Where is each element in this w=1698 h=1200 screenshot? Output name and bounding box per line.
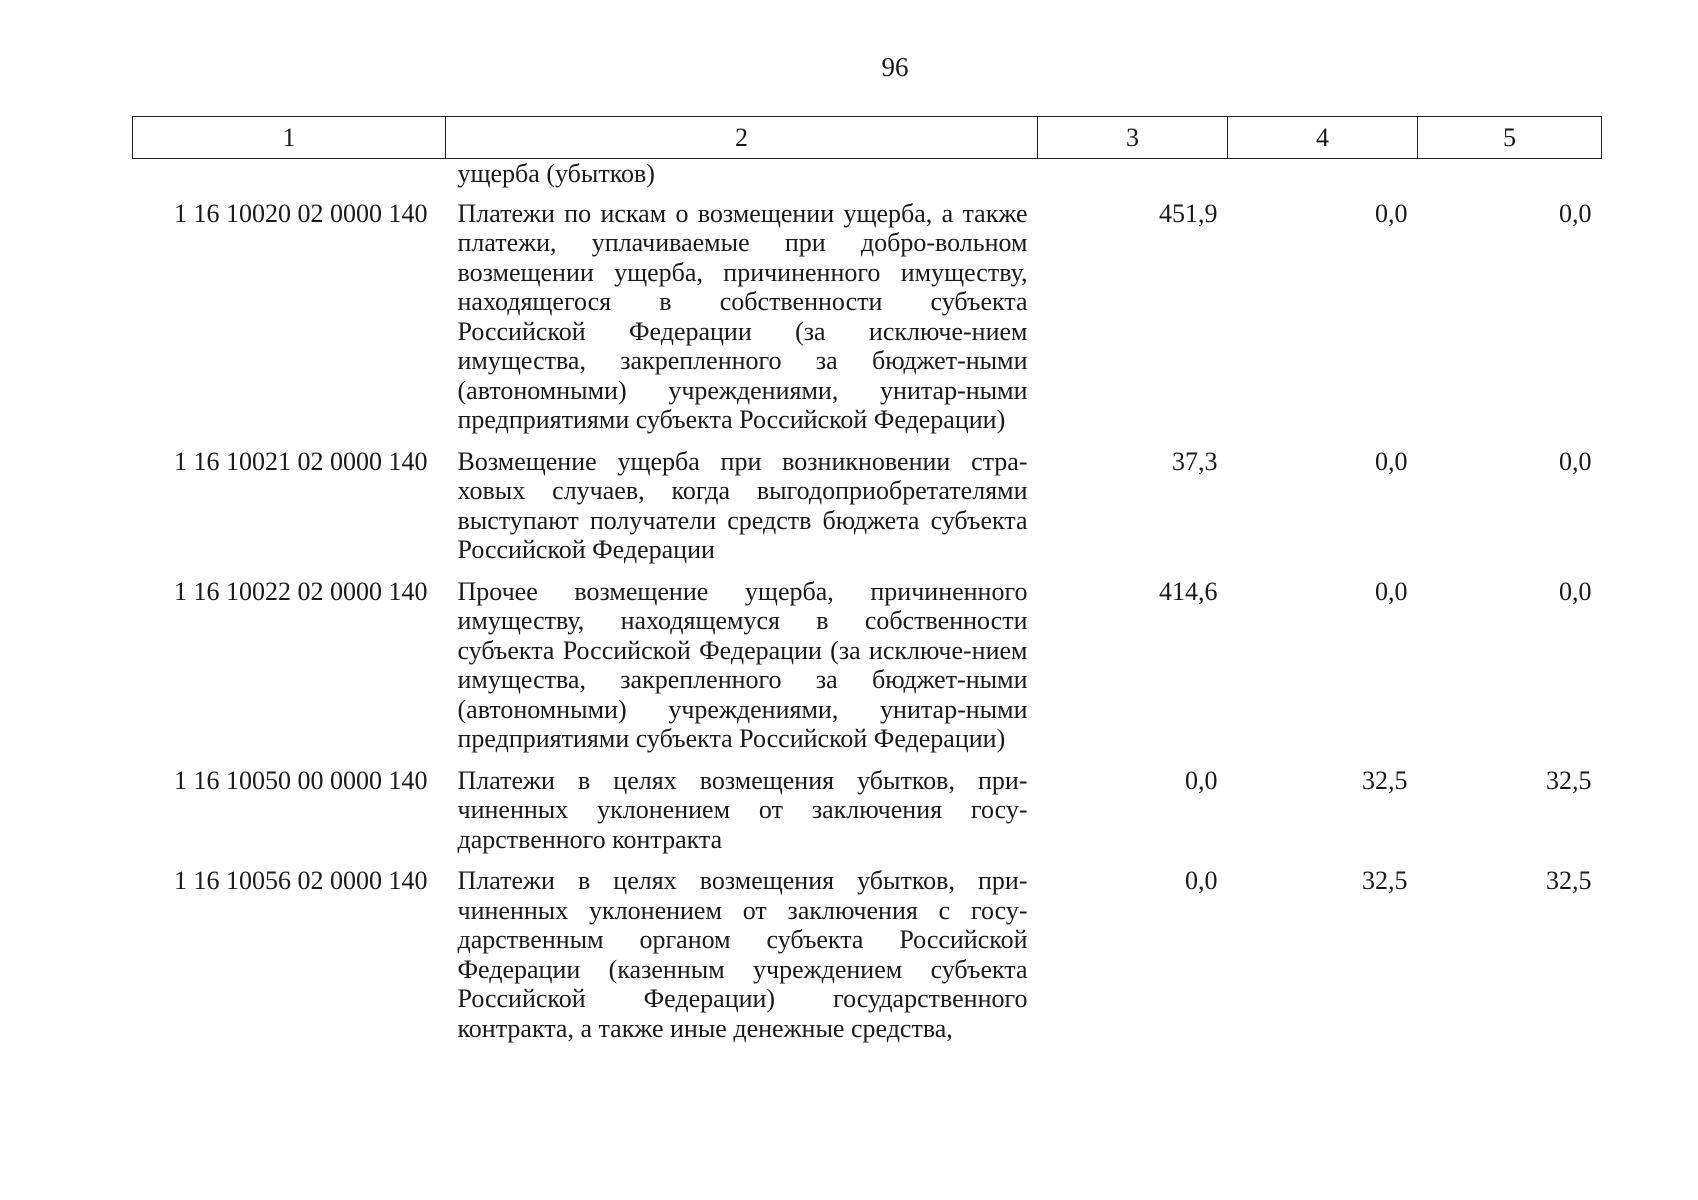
row-code: 1 16 10022 02 0000 140 (174, 576, 428, 606)
row-value-col5: 0,0 (1559, 446, 1592, 476)
row-description: Возмещение ущерба при возникновении стра-ховых случаев, когда выгодоприобретателями выступают получатели средств бюджета субъекта Российской Федерации (457, 446, 1028, 564)
row-code (133, 159, 446, 199)
row-code: 1 16 10021 02 0000 140 (174, 446, 428, 476)
row-description: Платежи по искам о возмещении ущерба, а также платежи, уплачиваемые при добро-вольном возмещении ущерба, причиненного имуществу, находящегося в собственности субъекта Российской Федерации (за исключе-нием имущества, закрепленного за бюджет-ными (автономными) учреждениями, унитар-ными предприятиями субъекта Российской Федерации) (457, 198, 1028, 434)
row-value-col5 (1418, 159, 1602, 199)
row-code: 1 16 10056 02 0000 140 (174, 866, 428, 895)
table-row (133, 866, 1602, 1055)
table-row (133, 577, 1602, 766)
row-code: 1 16 10050 00 0000 140 (174, 765, 428, 795)
budget-table (132, 116, 1602, 1055)
row-value-col4: 32,5 (1362, 866, 1408, 895)
row-value-col3: 0,0 (1185, 765, 1218, 795)
row-description: Прочее возмещение ущерба, причиненного имуществу, находящемуся в собственности субъекта Российской Федерации (за исключе-нием имущества, закрепленного за бюджет-ными (автономными) учреждениями, унитар-ными предприятиями субъекта Российской Федерации) (457, 576, 1028, 753)
row-value-col3: 0,0 (1185, 866, 1218, 895)
page-number: 96 (881, 52, 909, 82)
table-row (133, 159, 1602, 199)
row-value-col3: 451,9 (1159, 198, 1218, 228)
header-col-2: 2 (446, 117, 1038, 159)
row-value-col5: 32,5 (1546, 765, 1592, 795)
header-col-5: 5 (1418, 117, 1602, 159)
row-code: 1 16 10020 02 0000 140 (174, 198, 428, 228)
header-col-4: 4 (1228, 117, 1418, 159)
row-value-col5: 32,5 (1546, 866, 1592, 895)
table-row (133, 447, 1602, 577)
row-description: ущерба (убытков) (457, 159, 655, 188)
row-value-col5: 0,0 (1559, 576, 1592, 606)
row-value-col3: 414,6 (1159, 576, 1218, 606)
row-value-col3 (1038, 159, 1228, 199)
row-description: Платежи в целях возмещения убытков, при-чиненных уклонением от заключения госу-дарственного контракта (457, 765, 1028, 854)
row-value-col4: 0,0 (1375, 446, 1408, 476)
row-value-col5: 0,0 (1559, 198, 1592, 228)
table-header-row (133, 117, 1602, 159)
row-description: Платежи в целях возмещения убытков, при-чиненных уклонением от заключения с госу-дарственным органом субъекта Российской Федерации (казенным учреждением субъекта Российской Федерации) государственного контракта, а также иные денежные средства, (457, 866, 1028, 1043)
table-row (133, 199, 1602, 447)
header-col-3: 3 (1038, 117, 1228, 159)
header-col-1: 1 (133, 117, 446, 159)
row-value-col3: 37,3 (1172, 446, 1218, 476)
row-value-col4: 0,0 (1375, 576, 1408, 606)
row-value-col4: 0,0 (1375, 198, 1408, 228)
table-row (133, 766, 1602, 867)
row-value-col4: 32,5 (1362, 765, 1408, 795)
row-value-col4 (1228, 159, 1418, 199)
